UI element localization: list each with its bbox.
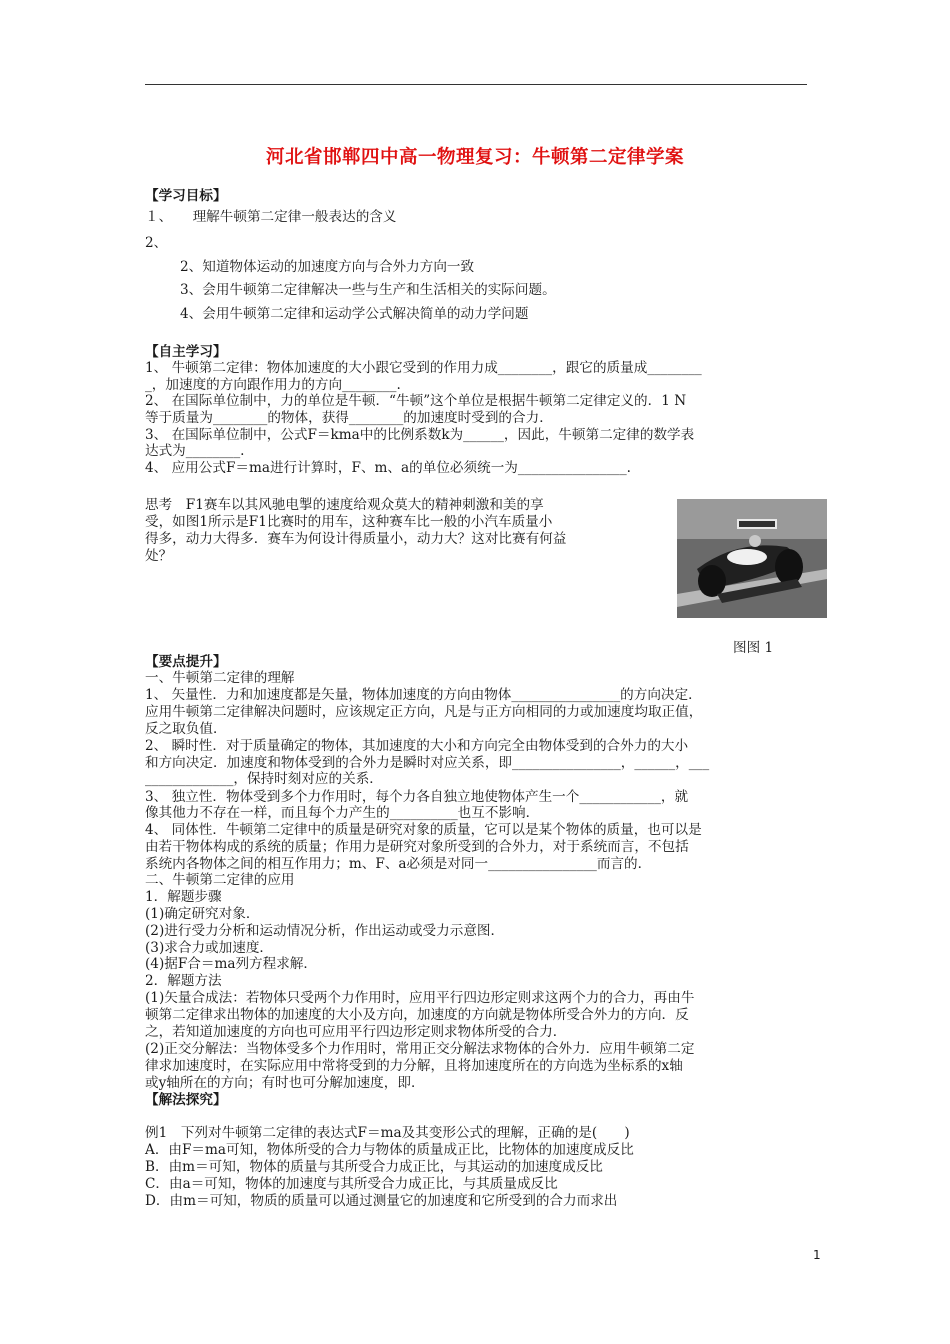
key-point-line: 系统内各物体之间的相互作用力；m、F、a必须是对同一________________而言的． [145, 856, 652, 872]
self-study-line: 1、 牛顿第二定律：物体加速度的大小跟它受到的作用力成________，跟它的质量成________ [145, 360, 702, 376]
key-point-line: 2．解题方法 [145, 973, 222, 989]
key-point-line: 一、牛顿第二定律的理解 [145, 670, 295, 686]
think-line: 受，如图1所示是F1比赛时的用车，这种赛车比一般的小汽车质量小 [145, 514, 553, 530]
key-point-line: (1)矢量合成法：若物体只受两个力作用时，应用平行四边形定则求这两个力的合力，再由牛 [145, 990, 695, 1006]
key-point-line: 二、牛顿第二定律的应用 [145, 872, 295, 888]
f1-car-photo [677, 499, 827, 618]
goal-item: 2、知道物体运动的加速度方向与合外力方向一致 [180, 259, 475, 275]
example-question: 例1 下列对牛顿第二定律的表达式F＝ma及其变形公式的理解，正确的是( ) [145, 1125, 630, 1141]
goal-item: 2、 [145, 235, 168, 251]
f1-car-image [677, 499, 827, 618]
key-point-line: 3、 独立性．物体受到多个力作用时，每个力各自独立地使物体产生一个____________，就 [145, 789, 689, 805]
section-heading-method: 【解法探究】 [145, 1092, 227, 1108]
key-point-line: 由若干物体构成的系统的质量；作用力是研究对象所受到的合外力，对于系统而言，不包括 [145, 839, 689, 855]
key-point-line: 之，若知道加速度的方向也可应用平行四边形定则求物体所受的合力． [145, 1024, 567, 1040]
goal-item: １、 理解牛顿第二定律一般表达的含义 [145, 209, 397, 225]
figure-caption: 图图 1 [733, 640, 774, 656]
key-point-line: 像其他力不存在一样，而且每个力产生的__________也互不影响． [145, 805, 540, 821]
key-point-line: 反之取负值． [145, 721, 227, 737]
key-point-line: 律求加速度时，在实际应用中常将受到的力分解，且将加速度所在的方向选为坐标系的x轴 [145, 1058, 683, 1074]
example-option-d: D．由m＝可知，物质的质量可以通过测量它的加速度和它所受到的合力而求出 [145, 1193, 618, 1209]
self-study-line: 4、 应用公式F＝ma进行计算时，F、m、a的单位必须统一为________________. [145, 460, 631, 476]
section-heading-key-points: 【要点提升】 [145, 654, 227, 670]
key-point-line: 应用牛顿第二定律解决问题时，应该规定正方向，凡是与正方向相同的力或加速度均取正值， [145, 704, 703, 720]
think-line: 处？ [145, 548, 173, 564]
key-point-line: 2、 瞬时性．对于质量确定的物体，其加速度的大小和方向完全由物体受到的合外力的大小 [145, 738, 689, 754]
key-point-line: 1、 矢量性．力和加速度都是矢量，物体加速度的方向由物体________________的方向决定． [145, 687, 702, 703]
key-point-line: 4、 同体性．牛顿第二定律中的质量是研究对象的质量，它可以是某个物体的质量，也可以是 [145, 822, 702, 838]
think-line: 得多，动力大得多．赛车为何设计得质量小，动力大？这对比赛有何益 [145, 531, 567, 547]
header-rule [145, 84, 807, 85]
self-study-line: 等于质量为________的物体，获得________的加速度时受到的合力． [145, 410, 553, 426]
key-point-line: 和方向决定．加速度和物体受到的合外力是瞬时对应关系，即________________，______，___ [145, 755, 710, 771]
section-heading-self-study: 【自主学习】 [145, 344, 227, 360]
key-point-line: 1．解题步骤 [145, 889, 222, 905]
document-title: 河北省邯郸四中高一物理复习：牛顿第二定律学案 [265, 147, 684, 168]
key-point-line: 顿第二定律求出物体的加速度的大小及方向，加速度的方向就是物体所受合外力的方向．反 [145, 1007, 689, 1023]
key-point-line: (1)确定研究对象． [145, 906, 260, 922]
key-point-line: 或y轴所在的方向；有时也可分解加速度，即． [145, 1075, 425, 1091]
think-line: 思考 F1赛车以其风驰电掣的速度给观众莫大的精神刺激和美的享 [145, 497, 544, 513]
self-study-line: 2、 在国际单位制中，力的单位是牛顿．“牛顿”这个单位是根据牛顿第二定律定义的．1 N [145, 393, 687, 409]
key-point-line: (3)求合力或加速度． [145, 940, 274, 956]
key-point-line: (2)进行受力分析和运动情况分析，作出运动或受力示意图． [145, 923, 505, 939]
section-heading-goals: 【学习目标】 [145, 188, 227, 204]
goal-item: 3、会用牛顿第二定律解决一些与生产和生活相关的实际问题。 [180, 282, 556, 298]
example-option-b: B．由m＝可知，物体的质量与其所受合力成正比，与其运动的加速度成反比 [145, 1159, 603, 1175]
self-study-line: _，加速度的方向跟作用力的方向________. [145, 377, 401, 393]
example-option-c: C．由a＝可知，物体的加速度与其所受合力成正比，与其质量成反比 [145, 1176, 558, 1192]
self-study-line: 3、 在国际单位制中，公式F＝kma中的比例系数k为______，因此，牛顿第二定律的数学表 [145, 427, 695, 443]
self-study-line: 达式为________. [145, 443, 245, 459]
key-point-line: (4)据F合＝ma列方程求解． [145, 956, 318, 972]
goal-item: 4、会用牛顿第二定律和运动学公式解决简单的动力学问题 [180, 306, 529, 322]
key-point-line: (2)正交分解法：当物体受多个力作用时，常用正交分解法求物体的合外力．应用牛顿第二定 [145, 1041, 695, 1057]
page-number: 1 [813, 1248, 821, 1262]
key-point-line: _____________，保持时刻对应的关系． [145, 771, 383, 787]
example-option-a: A．由F＝ma可知，物体所受的合力与物体的质量成正比，比物体的加速度成反比 [145, 1142, 634, 1158]
